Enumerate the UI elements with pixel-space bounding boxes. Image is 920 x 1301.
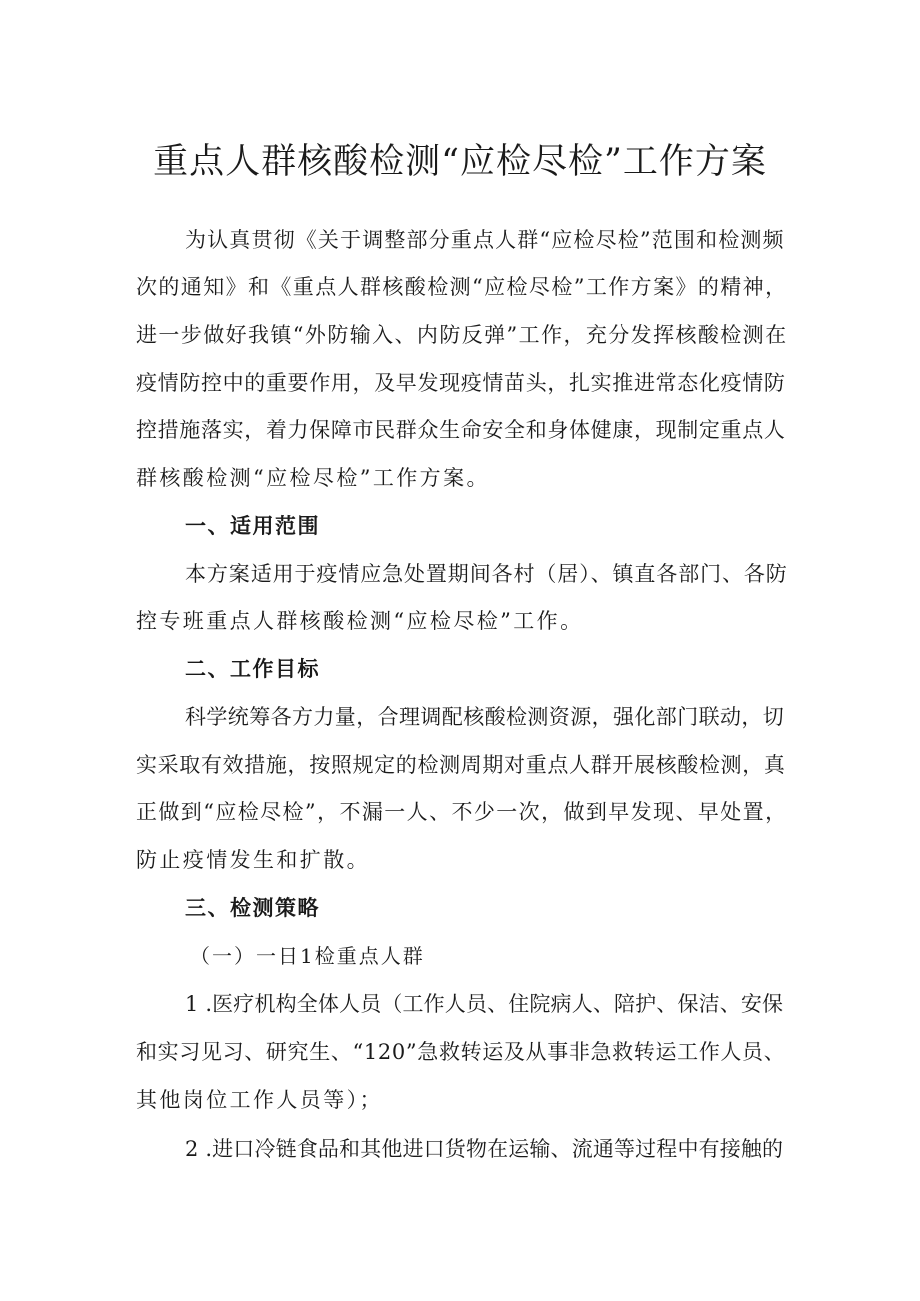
section3-subheading: （一）一日1检重点人群	[190, 944, 425, 968]
item2-line-1: 2 .进口冷链食品和其他进口货物在运输、流通等过程中有接触的	[185, 1137, 784, 1161]
section1-line-1: 本方案适用于疫情应急处置期间各村（居）、镇直各部门、各防	[185, 562, 788, 586]
section2-line-4: 防止疫情发生和扩散。	[136, 848, 370, 872]
item1-line-2: 和实习见习、研究生、“120”急救转运及从事非急救转运工作人员、	[136, 1040, 786, 1064]
intro-line-2: 次的通知》和《重点人群核酸检测“应检尽检”工作方案》的精神，	[136, 275, 788, 299]
section1-line-2: 控专班重点人群核酸检测“应检尽检”工作。	[136, 609, 584, 633]
document-title: 重点人群核酸检测“应检尽检”工作方案	[153, 142, 767, 182]
item1-line-3: 其他岗位工作人员等）；	[136, 1088, 383, 1112]
section2-line-1: 科学统筹各方力量，合理调配核酸检测资源，强化部门联动，切	[185, 705, 785, 729]
section-heading-scope: 一、适用范围	[185, 514, 320, 538]
section2-line-3: 正做到“应检尽检”，不漏一人、不少一次，做到早发现、早处置，	[136, 800, 788, 824]
intro-line-1: 为认真贯彻《关于调整部分重点人群“应检尽检”范围和检测频	[185, 228, 785, 252]
section2-line-2: 实采取有效措施，按照规定的检测周期对重点人群开展核酸检测，真	[136, 753, 786, 777]
intro-line-4: 疫情防控中的重要作用，及早发现疫情苗头，扎实推进常态化疫情防	[136, 371, 786, 395]
intro-line-5: 控措施落实，着力保障市民群众生命安全和身体健康，现制定重点人	[136, 418, 786, 442]
intro-line-3: 进一步做好我镇“外防输入、内防反弹”工作，充分发挥核酸检测在	[136, 323, 788, 347]
section-heading-strategy: 三、检测策略	[185, 896, 320, 920]
section-heading-goals: 二、工作目标	[185, 657, 320, 681]
intro-line-6: 群核酸检测“应检尽检”工作方案。	[136, 466, 490, 490]
item1-line-1: 1 .医疗机构全体人员（工作人员、住院病人、陪护、保洁、安保	[185, 992, 784, 1016]
